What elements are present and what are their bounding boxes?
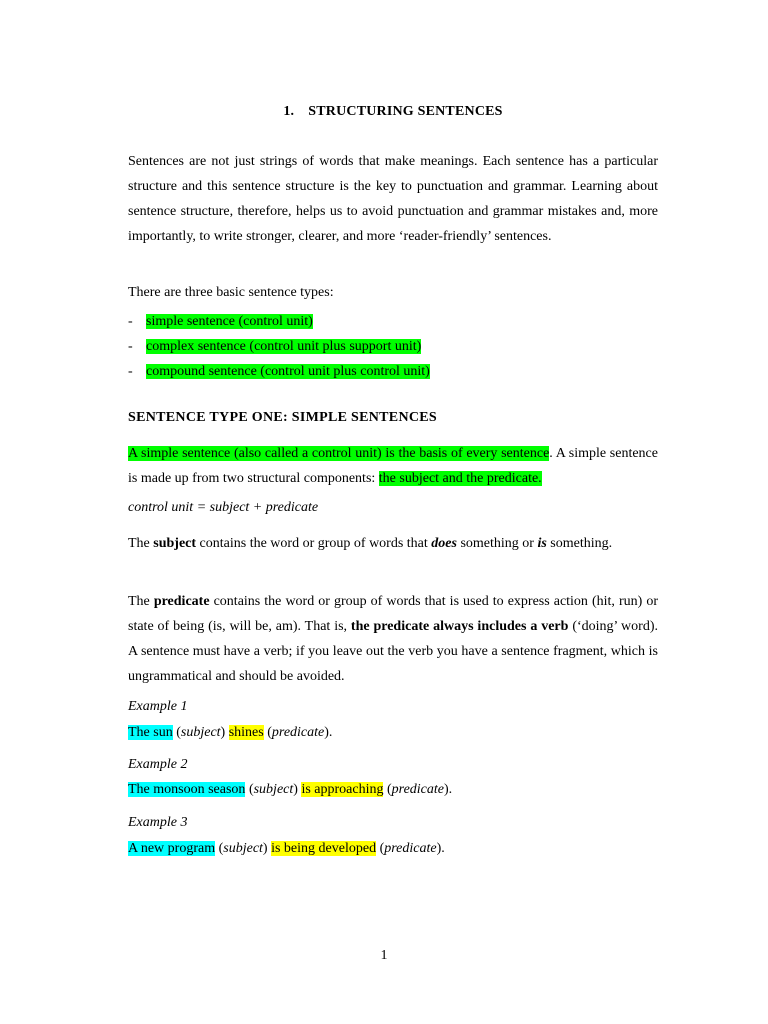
subject-tag: subject [180, 725, 221, 740]
example-label: Example 3 [128, 815, 188, 830]
example-subject: A new program [128, 841, 216, 856]
subject-paragraph [128, 531, 658, 556]
example-subject: The sun [128, 725, 173, 740]
term-does: does [431, 536, 457, 551]
example-predicate: is approaching [301, 782, 384, 797]
paragraph-text: contains the word or group of words that [196, 536, 432, 551]
paragraph-text: contains the word or group of words that is used to express action (hit, run) or state of being (is, will be, am). That is, [128, 594, 658, 634]
example-label: Example 1 [128, 699, 188, 714]
paragraph-text: (‘doing’ word). A sentence must have a verb; if you leave out the verb you have a sentence fragment, which is ungrammatical and should be avoided. [128, 619, 658, 684]
bold-rule: the predicate always includes a verb [350, 619, 569, 634]
title-number: 1. [283, 104, 295, 119]
subject-tag: subject [253, 782, 294, 797]
example-subject: The monsoon season [128, 782, 246, 797]
predicate-tag: predicate [271, 725, 325, 740]
list-dash: - [128, 364, 133, 379]
list-item [128, 359, 430, 384]
list-dash: - [128, 339, 133, 354]
example-sentence: The monsoon season (subject) is approaching (predicate). [128, 782, 453, 797]
example-sentence: The sun (subject) shines (predicate). [128, 725, 333, 740]
highlight-components: the subject and the predicate. [378, 471, 542, 486]
list-item [128, 334, 430, 359]
list-item-text: compound sentence (control unit plus control unit) [146, 364, 430, 379]
list-item-text: simple sentence (control unit) [146, 314, 313, 329]
example-predicate: is being developed [271, 841, 377, 856]
predicate-paragraph [128, 589, 658, 689]
formula: control unit = subject + predicate [128, 500, 319, 515]
paragraph-text: something or [456, 536, 538, 551]
term-is: is [537, 536, 547, 551]
predicate-tag: predicate [391, 782, 444, 797]
paragraph-text: The [128, 594, 154, 609]
predicate-tag: predicate [384, 841, 437, 856]
section-heading: SENTENCE TYPE ONE: SIMPLE SENTENCES [128, 410, 437, 425]
example-sentence: A new program (subject) is being developed (predicate). [128, 841, 445, 856]
example-label: Example 2 [128, 757, 188, 772]
subject-tag: subject [223, 841, 263, 856]
highlight-definition: A simple sentence (also called a control unit) is the basis of every sentence [128, 446, 550, 461]
term-predicate: predicate [153, 594, 210, 609]
page-number: 1 [380, 948, 388, 963]
intro-paragraph: Sentences are not just strings of words that make meanings. Each sentence has a particular structure and this sentence structure is the key to punctuation and grammar. Learning about sentence structure, therefore, helps us to avoid punctuation and grammar mistakes and, more importantly, to write stronger, clearer, and more ‘reader-friendly’ sentences. [128, 154, 658, 244]
term-subject: subject [153, 536, 197, 551]
title-text: STRUCTURING SENTENCES [308, 104, 503, 119]
paragraph-text: something. [546, 536, 613, 551]
simple-sentence-paragraph [128, 441, 658, 491]
list-item-text: complex sentence (control unit plus support unit) [146, 339, 422, 354]
list-dash: - [128, 314, 133, 329]
example-predicate: shines [228, 725, 264, 740]
list-item [128, 309, 430, 334]
paragraph-text: The [128, 536, 154, 551]
sentence-type-list [128, 309, 430, 384]
paragraph-text: . A simple sentence is made up from two structural components: [128, 446, 658, 486]
types-lead: There are three basic sentence types: [128, 285, 334, 300]
page-title [128, 104, 658, 120]
